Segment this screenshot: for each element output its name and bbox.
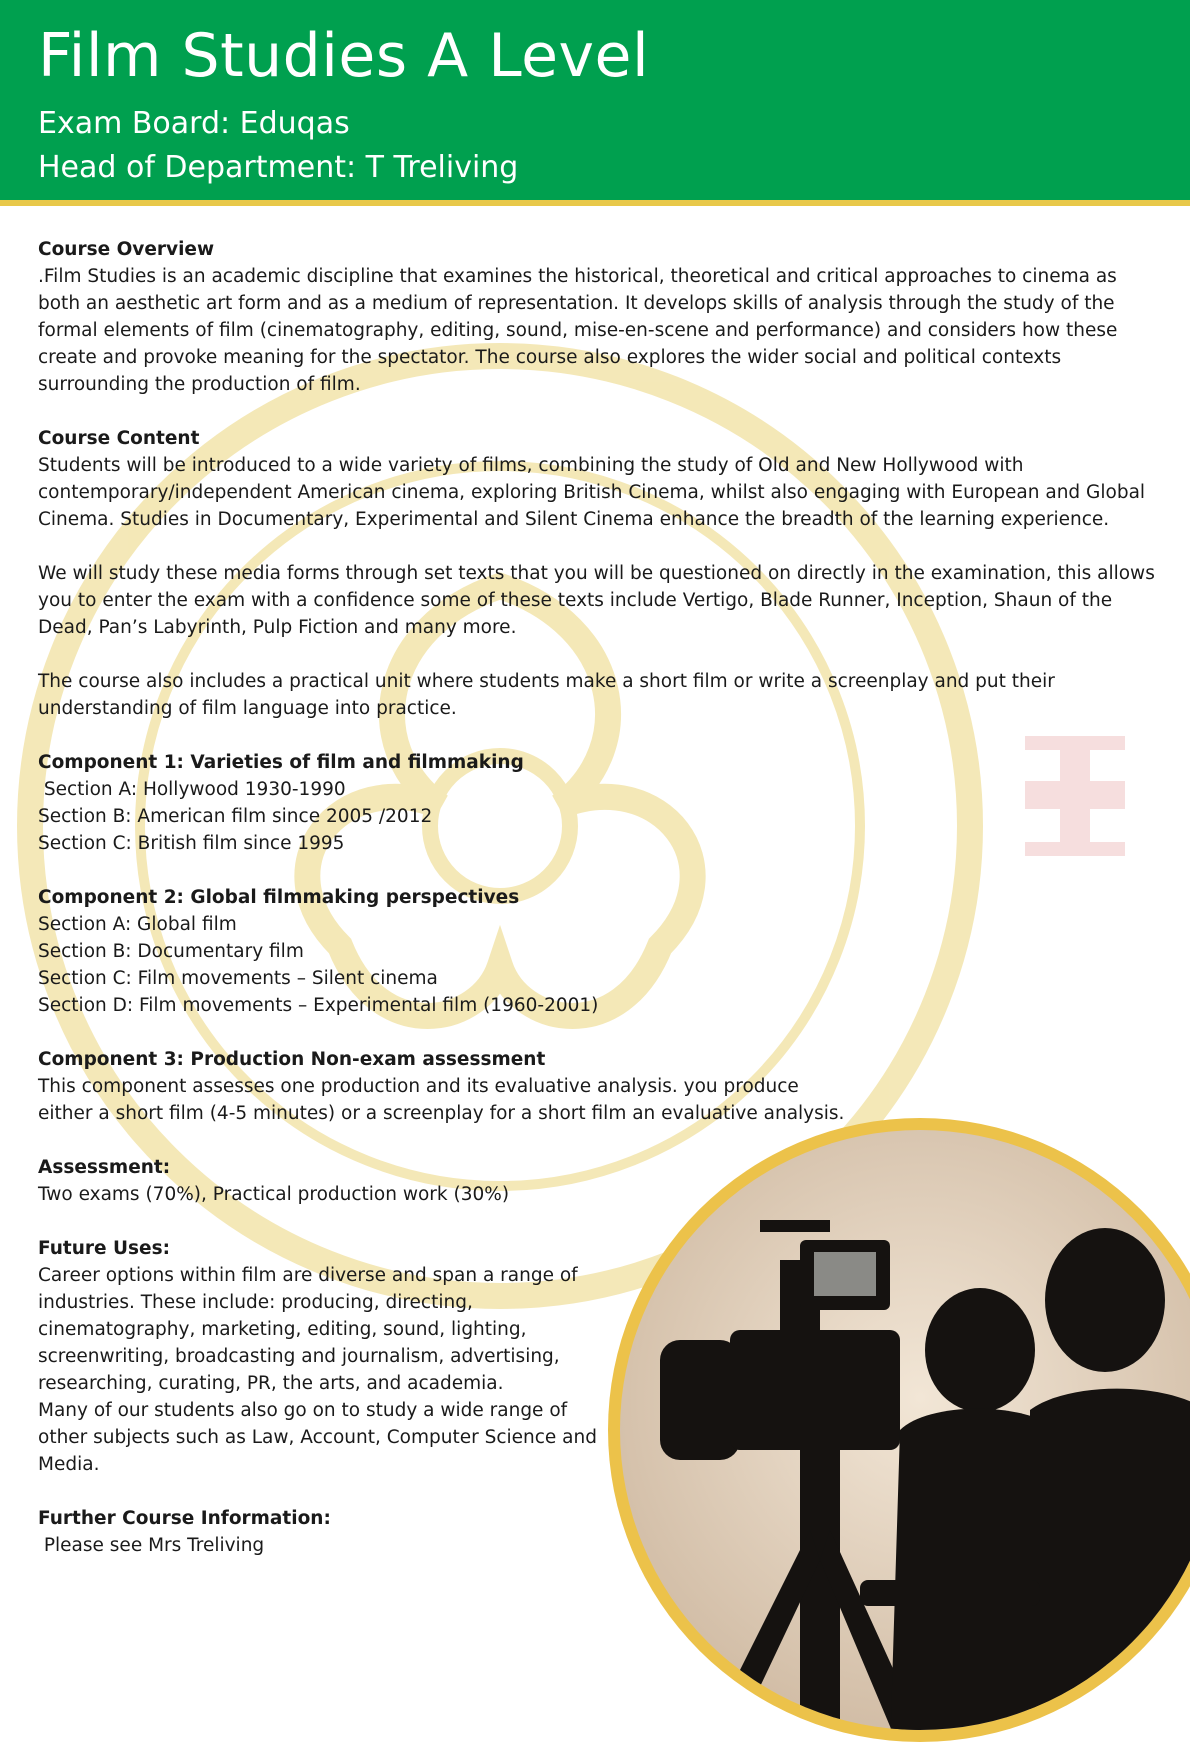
future-uses-p1: Career options within film are diverse and span a range of industries. These include: producing, directing, cinematography, marketing, editing, sound, lighting, screenwriting, broadcasting and journalism, advertising, researching, curating, PR, the arts, and academia. [38,1265,578,1394]
component2-section: Section B: Documentary film [38,941,304,962]
component3-text: This component assesses one production and its evaluative analysis. you produce either a short film (4-5 minutes) or a screenplay for a short film an evaluative analysis. [38,1076,845,1124]
component2-heading: Component 2: Global filmmaking perspectives [38,887,520,908]
course-content-p2: We will study these media forms through set texts that you will be questioned on directly in the examination, this allows you to enter the exam with a confidence some of these texts include Vertigo, Blade Runner, Inception, Shaun of the Dead, Pan’s Labyrinth, Pulp Fiction and many more. [38,563,1155,638]
film-crew-photo [600,1110,1190,1750]
component2-section: Section C: Film movements – Silent cinema [38,968,438,989]
assessment-text: Two exams (70%), Practical production work (30%) [38,1184,510,1205]
future-uses-p2: Many of our students also go on to study a wide range of other subjects such as Law, Account, Computer Science and Media. [38,1400,597,1475]
overview-heading: Course Overview [38,239,215,260]
overview-text: .Film Studies is an academic discipline that examines the historical, theoretical and critical approaches to cinema as both an aesthetic art form and as a medium of representation. It develops skills of analysis through the study of the formal elements of film (cinematography, editing, sound, mise-en-scene and performance) and considers how these create and provoke meaning for the spectator. The course also explores the wider social and political contexts surrounding the production of film. [38,266,1118,395]
component1-section: Section A: Hollywood 1930-1990 [38,779,346,800]
exam-board: Exam Board: Eduqas [38,106,350,141]
component1-section: Section B: American film since 2005 /2012 [38,806,433,827]
component2-section: Section A: Global film [38,914,237,935]
component3-heading: Component 3: Production Non-exam assessment [38,1049,546,1070]
course-content-p1: Students will be introduced to a wide variety of films, combining the study of Old and New Hollywood with contemporary/independent American cinema, exploring British Cinema, whilst also engaging with European and Global Cinema. Studies in Documentary, Experimental and Silent Cinema enhance the breadth of the learning experience. [38,455,1146,530]
further-info-text: Please see Mrs Treliving [38,1535,265,1556]
course-content-p3: The course also includes a practical unit where students make a short film or write a screenplay and put their understanding of film language into practice. [38,671,1055,719]
assessment-heading: Assessment: [38,1157,171,1178]
header-divider [0,200,1190,206]
further-info-heading: Further Course Information: [38,1508,331,1529]
component1-heading: Component 1: Varieties of film and filmmaking [38,752,524,773]
future-uses-heading: Future Uses: [38,1238,171,1259]
header-banner [0,0,1190,200]
component1-section: Section C: British film since 1995 [38,833,345,854]
course-content-heading: Course Content [38,428,200,449]
head-of-department: Head of Department: T Treliving [38,150,519,185]
page-title: Film Studies A Level [38,21,650,91]
component2-section: Section D: Film movements – Experimental film (1960-2001) [38,995,599,1016]
